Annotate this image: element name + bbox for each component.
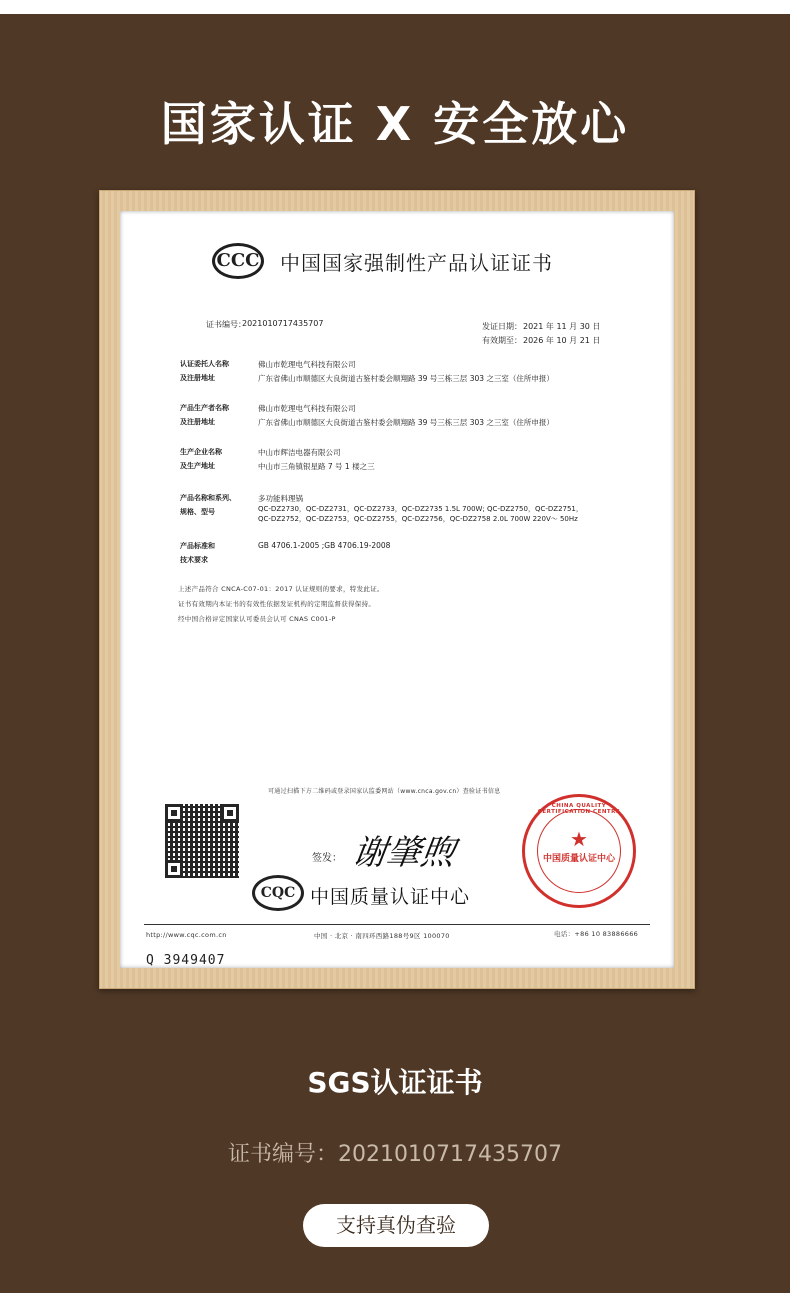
qr-code[interactable] xyxy=(165,804,239,878)
factory-name: 中山市辉洁电器有限公司 xyxy=(258,448,341,457)
verify-authenticity-button[interactable]: 支持真伪查验 xyxy=(303,1204,489,1247)
serial-number: Q 3949407 xyxy=(146,953,226,968)
certificate-header xyxy=(212,243,652,293)
top-strip xyxy=(0,0,790,14)
page-headline: 国家认证 X 安全放心 xyxy=(160,97,630,151)
section-title: SGS认证证书 xyxy=(307,1066,483,1099)
manufacturer-address-label: 及注册地址 xyxy=(180,418,215,426)
query-note: 可通过扫描下方二维码或登录国家认监委网站（www.cnca.gov.cn）查验证书信息 xyxy=(268,788,501,795)
official-stamp xyxy=(522,794,636,908)
manufacturer-name: 佛山市乾理电气科技有限公司 xyxy=(258,404,356,413)
cqc-logo: CQC xyxy=(252,875,304,911)
ccc-logo: CCC xyxy=(212,243,264,279)
product-label: 产品名称和系列、 xyxy=(180,494,236,502)
certificate-paper xyxy=(120,211,674,968)
issue-date-label: 发证日期： xyxy=(482,322,522,331)
standard-label: 产品标准和 xyxy=(180,542,215,550)
phone: 电话：+86 10 83886666 xyxy=(554,930,639,938)
factory-address: 中山市三角镇银星路 7 号 1 楼之三 xyxy=(258,462,375,471)
note-line-3: 经中国合格评定国家认可委员会认可 CNAS C001-P xyxy=(178,615,336,623)
manufacturer-address: 广东省佛山市顺德区大良街道古鉴村委会顺翔路 39 号三栋三层 303 之三室（住所申报） xyxy=(258,418,554,427)
note-line-1: 上述产品符合 CNCA-C07-01：2017 认证规则的要求，特发此证。 xyxy=(178,585,384,593)
factory-label: 生产企业名称 xyxy=(180,448,222,456)
website: http://www.cqc.com.cn xyxy=(146,931,227,939)
issue-date: 2021 年 11 月 30 日 xyxy=(523,322,601,331)
applicant-name: 佛山市乾理电气科技有限公司 xyxy=(258,360,356,369)
cert-number-label: 证书编号： xyxy=(206,320,246,329)
product-models-line-2: QC-DZ2752，QC-DZ2753，QC-DZ2755，QC-DZ2756，QC-DZ2758 2.0L 700W 220V～ 50Hz xyxy=(258,515,578,523)
certificate-number-line: 证书编号：2021010717435707 xyxy=(228,1142,562,1167)
applicant-address: 广东省佛山市顺德区大良街道古鉴村委会顺翔路 39 号三栋三层 303 之三室（住所申报） xyxy=(258,374,554,383)
product-model-label: 规格、型号 xyxy=(180,508,215,516)
manufacturer-label: 产品生产者名称 xyxy=(180,404,229,412)
sign-label: 签发： xyxy=(312,853,342,864)
expiry-date: 2026 年 10 月 21 日 xyxy=(523,336,601,345)
qr-finder-bottom-left xyxy=(165,860,183,878)
stamp-text: 中国质量认证中心 xyxy=(542,854,615,864)
product-models-line-1: QC-DZ2730，QC-DZ2731，QC-DZ2733，QC-DZ2735 1.5L 700W; QC-DZ2750，QC-DZ2751， xyxy=(258,505,583,513)
qr-finder-top-left xyxy=(165,804,183,822)
issuer-name: 中国质量认证中心 xyxy=(310,886,471,908)
applicant-label: 认证委托人名称 xyxy=(180,360,229,368)
qr-finder-top-right xyxy=(221,804,239,822)
signature: 谢肇煦 xyxy=(349,833,458,873)
certificate-title: 中国国家强制性产品认证证书 xyxy=(280,251,553,275)
note-line-2: 证书有效期内本证书的有效性依据发证机构的定期监督获得保持。 xyxy=(178,600,376,608)
product-name: 多功能料理锅 xyxy=(258,494,303,503)
factory-address-label: 及生产地址 xyxy=(180,462,215,470)
footer-rule xyxy=(144,924,650,925)
applicant-address-label: 及注册地址 xyxy=(180,374,215,382)
star-icon: ★ xyxy=(570,827,588,851)
expiry-date-label: 有效期至： xyxy=(482,336,522,345)
standard-requirements-label: 技术要求 xyxy=(180,556,208,564)
address: 中国 · 北京 · 南四环西路188号9区 100070 xyxy=(314,932,450,940)
stamp-ring-text: CHINA QUALITY CERTIFICATION CENTRE xyxy=(537,803,621,815)
standards: GB 4706.1-2005 ;GB 4706.19-2008 xyxy=(258,541,391,550)
cert-number: 2021010717435707 xyxy=(242,319,324,328)
